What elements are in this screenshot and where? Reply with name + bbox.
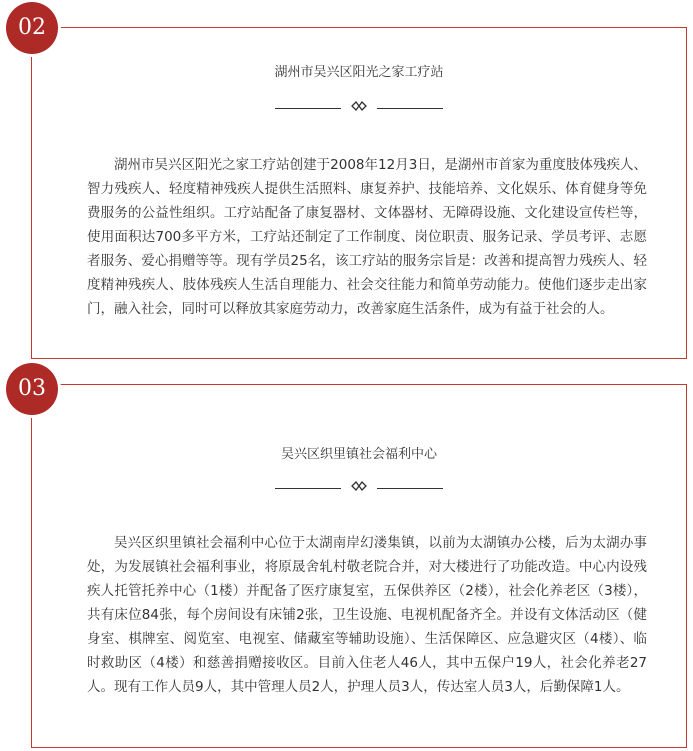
divider-line-right bbox=[377, 108, 443, 109]
section-card-02 bbox=[31, 27, 687, 359]
diamond-knot-icon bbox=[348, 479, 370, 493]
title-divider bbox=[32, 97, 686, 117]
divider-line-right bbox=[377, 488, 443, 489]
section-body: 湖州市吴兴区阳光之家工疗站创建于2008年12月3日，是湖州市首家为重度肢体残疾人、智力残疾人、轻度精神残疾人提供生活照料、康复养护、技能培养、文化娱乐、体育健身等免费服务的公益性组织。工疗站配备了康复器材、文体器材、无障碍设施、文化建设宣传栏等，使用面积达700多平方米，工疗站还制定了工作制度、岗位职责、服务记录、学员考评、志愿者服务、爱心捐赠等等。现有学员25名，该工疗站的服务宗旨是：改善和提高智力残疾人、轻度精神残疾人、肢体残疾人生活自理能力、社会交往能力和简单劳动能力。使他们逐步走出家门，融入社会，同时可以释放其家庭劳动力，改善家庭生活条件，成为有益于社会的人。 bbox=[87, 157, 647, 317]
section-number-badge: 03 bbox=[6, 363, 58, 415]
divider-line-left bbox=[275, 488, 341, 489]
title-divider bbox=[32, 477, 686, 497]
diamond-knot-icon bbox=[348, 99, 370, 113]
section-title: 湖州市吴兴区阳光之家工疗站 bbox=[274, 65, 444, 80]
section-body: 吴兴区织里镇社会福利中心位于太湖南岸幻溇集镇，以前为太湖镇办公楼，后为太湖办事处，为发展镇社会福利事业，将原晟舍轧村敬老院合并，对大楼进行了功能改造。中心内设残疾人托管托养中心（1楼）并配备了医疗康复室，五保供养区（2楼），社会化养老区（3楼），共有床位84张，每个房间设有床铺2张，卫生设施、电视机配备齐全。并设有文体活动区（健身室、棋牌室、阅览室、电视室、储藏室等辅助设施）、生活保障区、应急避灾区（4楼）、临时救助区（4楼）和慈善捐赠接收区。目前入住老人46人，其中五保户19人，社会化养老27人。现有工作人员9人，其中管理人员2人，护理人员3人，传达室人员3人，后勤保障1人。 bbox=[87, 535, 647, 695]
section-card-03 bbox=[31, 384, 687, 748]
divider-line-left bbox=[275, 108, 341, 109]
section-number-badge: 02 bbox=[6, 2, 58, 54]
section-title: 吴兴区织里镇社会福利中心 bbox=[280, 447, 437, 462]
